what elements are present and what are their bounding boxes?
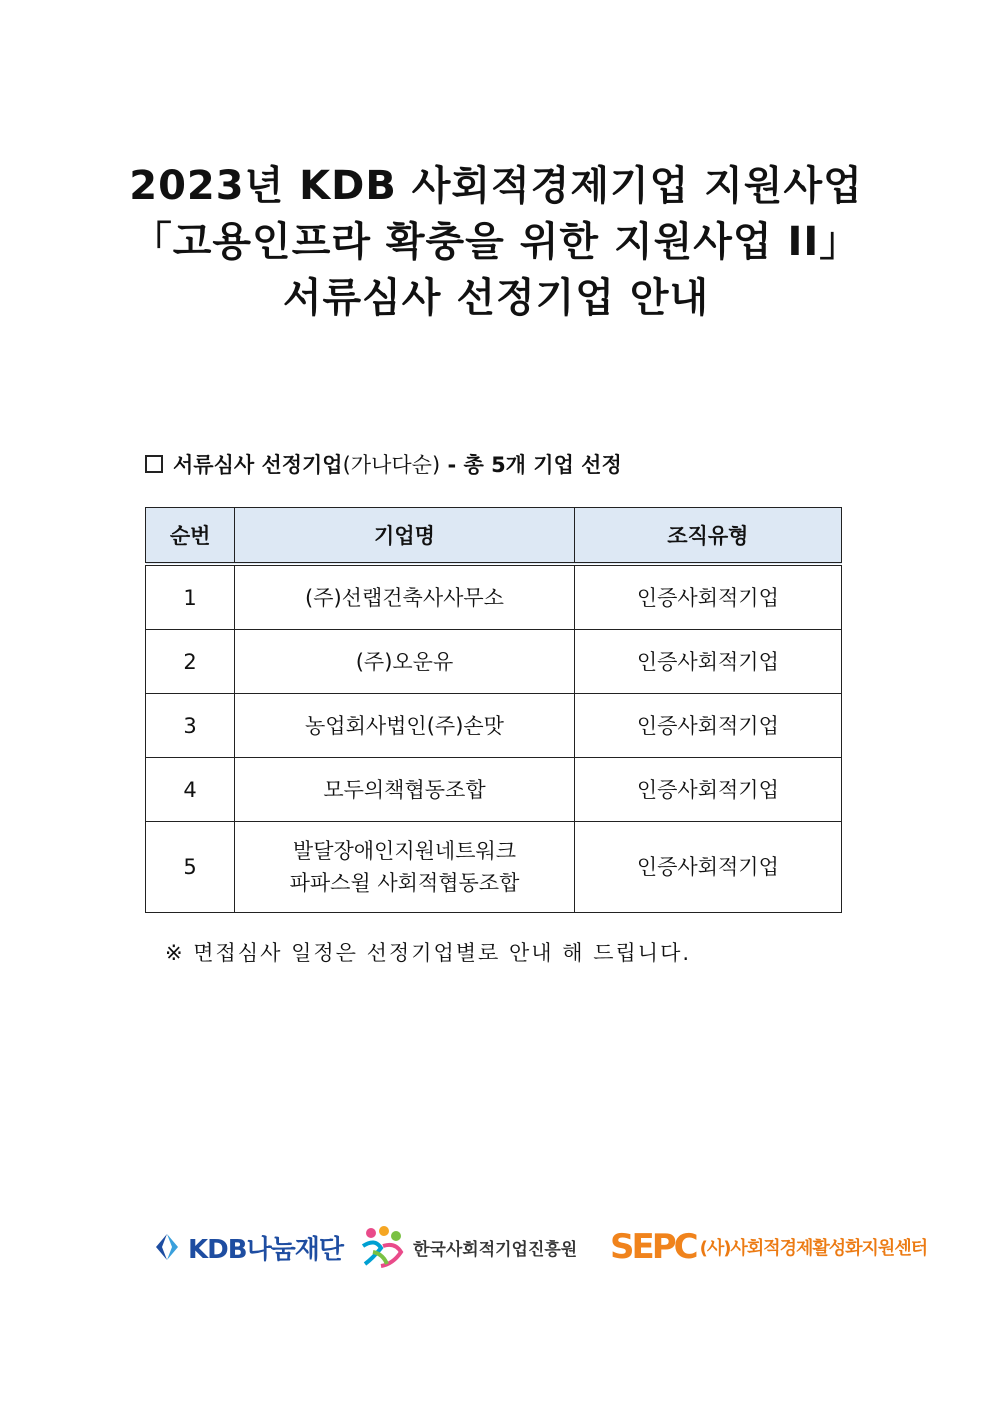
- kosea-mark-icon: [357, 1224, 407, 1270]
- row-no: 1: [146, 564, 235, 630]
- footer-logos: [152, 1222, 928, 1272]
- row-company-name: [235, 822, 575, 913]
- row-company-name: 농업회사법인(주)손맛: [235, 694, 575, 758]
- title-line-1: 2023년 KDB 사회적경제기업 지원사업: [129, 163, 863, 209]
- header-no: 순번: [146, 508, 235, 565]
- row-company-name: 모두의책협동조합: [235, 758, 575, 822]
- selected-companies-table: [145, 507, 842, 913]
- table-row: [146, 694, 842, 758]
- row-no: 5: [146, 822, 235, 913]
- row-no: 3: [146, 694, 235, 758]
- row-org-type: 인증사회적기업: [574, 564, 841, 630]
- kosea-logo: [357, 1222, 577, 1272]
- section-heading: [145, 450, 622, 480]
- row-org-type: 인증사회적기업: [574, 758, 841, 822]
- header-org-type: 조직유형: [574, 508, 841, 565]
- kosea-logo-text: 한국사회적기업진흥원: [413, 1239, 578, 1260]
- title-line-3: 서류심사 선정기업 안내: [282, 275, 710, 321]
- header-company-name: 기업명: [235, 508, 575, 565]
- sepc-mark: SEPC: [610, 1227, 696, 1267]
- table-row: [146, 758, 842, 822]
- kdb-logo-text: KDB나눔재단: [188, 1234, 344, 1265]
- row-company-name: (주)오운유: [235, 630, 575, 694]
- section-heading-bold: 서류심사 선정기업: [173, 453, 343, 477]
- row-no: 2: [146, 630, 235, 694]
- row-org-type: 인증사회적기업: [574, 630, 841, 694]
- row-no: 4: [146, 758, 235, 822]
- table-row: [146, 630, 842, 694]
- interview-note: ※ 면접심사 일정은 선정기업별로 안내 해 드립니다.: [165, 941, 692, 965]
- title-line-2: 「고용인프라 확충을 위한 지원사업 II」: [131, 219, 861, 265]
- sepc-logo: [610, 1222, 927, 1272]
- table-row: [146, 822, 842, 913]
- kdb-mark-icon: [152, 1232, 182, 1262]
- kdb-foundation-logo: [152, 1222, 343, 1272]
- table-row: [146, 564, 842, 630]
- document-title: [0, 158, 992, 326]
- row-org-type: 인증사회적기업: [574, 822, 841, 913]
- section-heading-paren: (가나다순): [342, 453, 441, 477]
- row-org-type: 인증사회적기업: [574, 694, 841, 758]
- table-header-row: [146, 508, 842, 565]
- checkbox-square-icon: [145, 455, 163, 473]
- row-company-name-line-1: 발달장애인지원네트워크: [292, 839, 517, 863]
- section-heading-tail: - 총 5개 기업 선정: [440, 453, 622, 477]
- row-company-name: (주)선랩건축사사무소: [235, 564, 575, 630]
- sepc-logo-text: (사)사회적경제활성화지원센터: [699, 1238, 928, 1259]
- row-company-name-line-2: 파파스윌 사회적협동조합: [289, 871, 520, 895]
